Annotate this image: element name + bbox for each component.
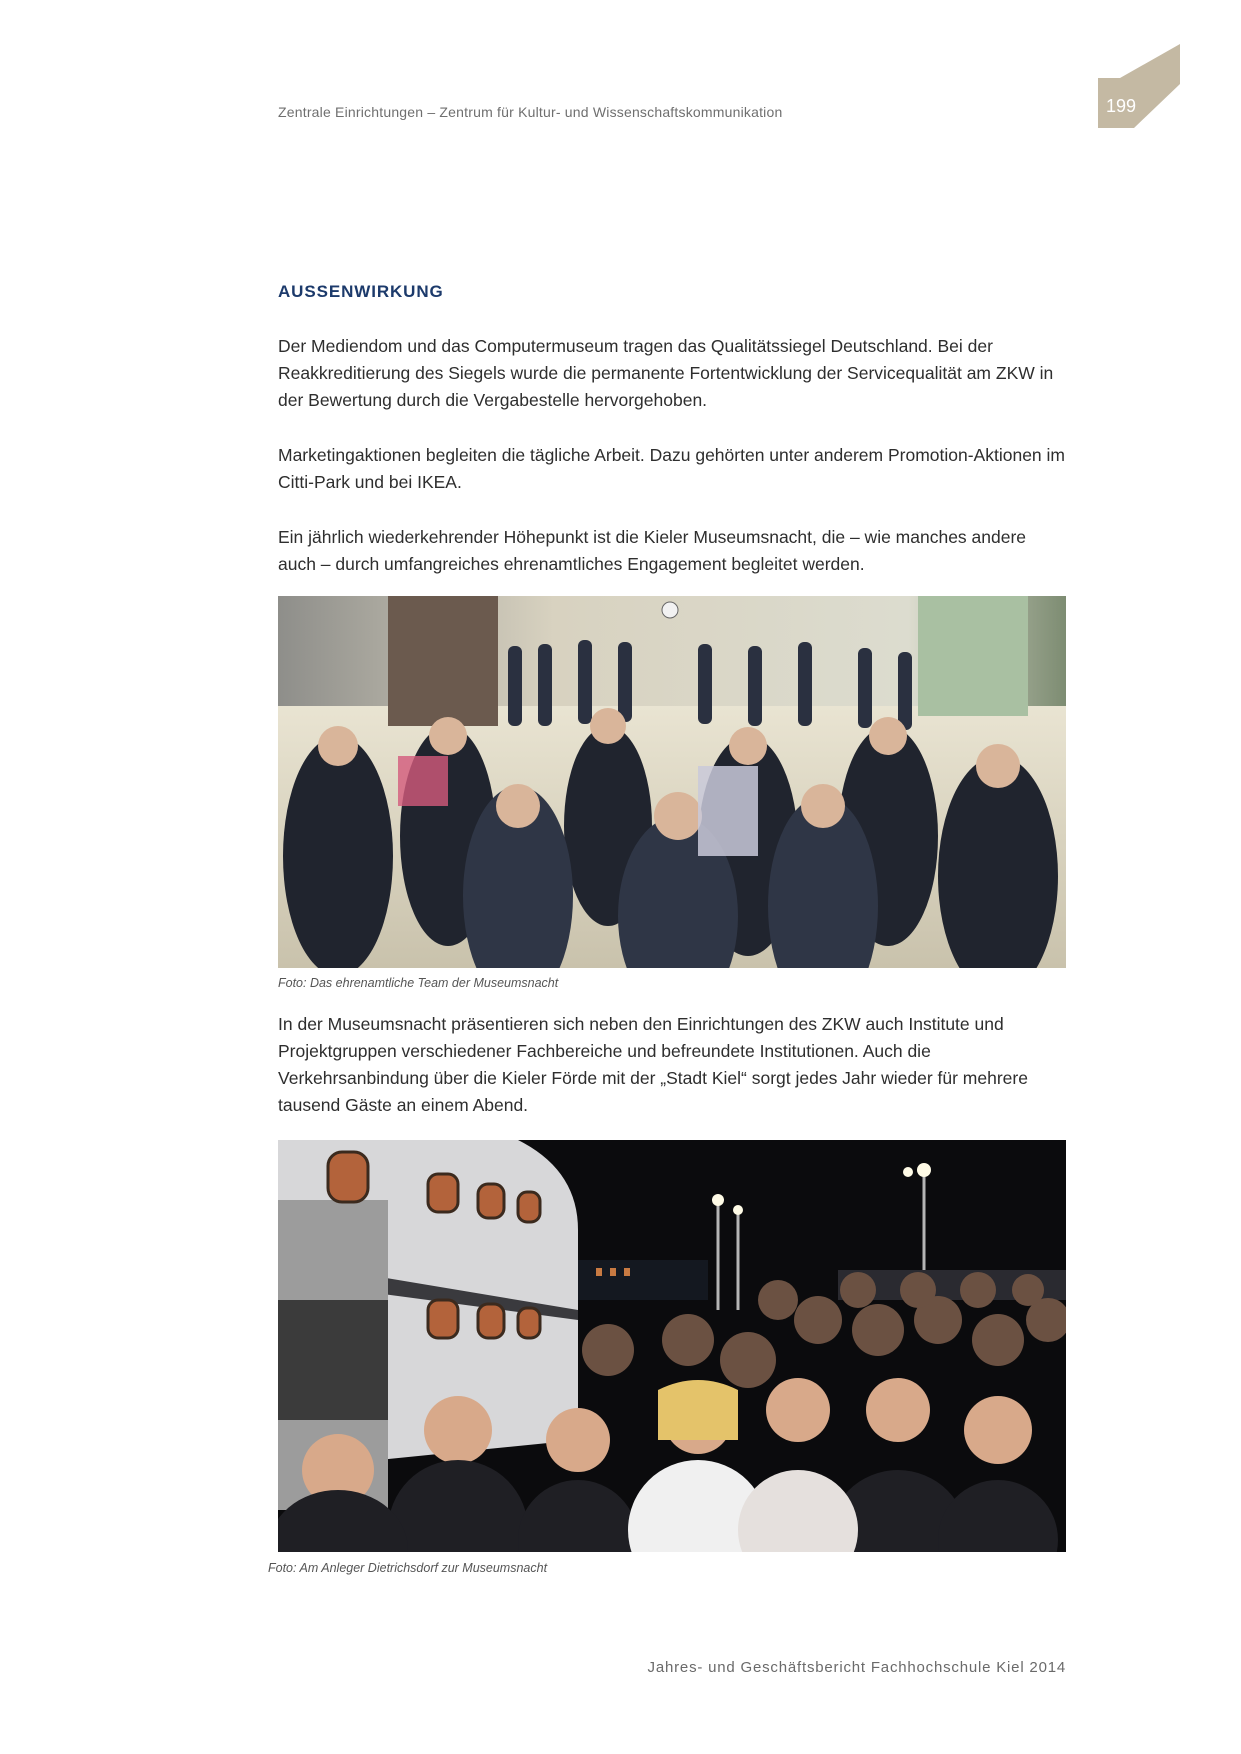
photo-caption-2: Foto: Am Anleger Dietrichsdorf zur Museumsnacht: [268, 1561, 548, 1575]
paragraph-2: Marketingaktionen begleiten die tägliche Arbeit. Dazu gehörten unter anderem Promotion-Aktionen im Citti-Park und bei IKEA.: [278, 445, 1065, 492]
paragraph-3: Ein jährlich wiederkehrender Höhepunkt ist die Kieler Museumsnacht, die – wie manches andere auch – durch umfangreiches ehrenamtliches Engagement begleitet werden.: [278, 527, 1027, 574]
section-heading: AUSSENWIRKUNG: [278, 282, 444, 301]
page-number: 199: [1105, 96, 1137, 116]
page-footer: Jahres- und Geschäftsbericht Fachhochschule Kiel 2014: [647, 1659, 1066, 1676]
paragraph-4: In der Museumsnacht präsentieren sich neben den Einrichtungen des ZKW auch Institute und Projektgruppen verschiedener Fachbereiche und befreundete Institutionen. Auch die Verkehrsanbindung über die Kieler Förde mit der „Stadt Kiel“ sorgt jedes Jahr wieder für mehrere tausend Gäste an einem Abend.: [278, 1014, 1028, 1115]
photo-volunteer-team: [278, 596, 1066, 968]
paragraph-1: Der Mediendom und das Computermuseum tragen das Qualitätssiegel Deutschland. Bei der Reakkreditierung des Siegels wurde die permanente Fortentwicklung der Servicequalität am ZKW in der Bewertung durch die Vergabestelle hervorgehoben.: [278, 336, 1054, 410]
photo-caption-1: Foto: Das ehrenamtliche Team der Museumsnacht: [278, 976, 559, 990]
photo-harbour-crowd: [278, 1140, 1066, 1552]
running-header: Zentrale Einrichtungen – Zentrum für Kultur- und Wissenschaftskommunikation: [278, 104, 783, 120]
